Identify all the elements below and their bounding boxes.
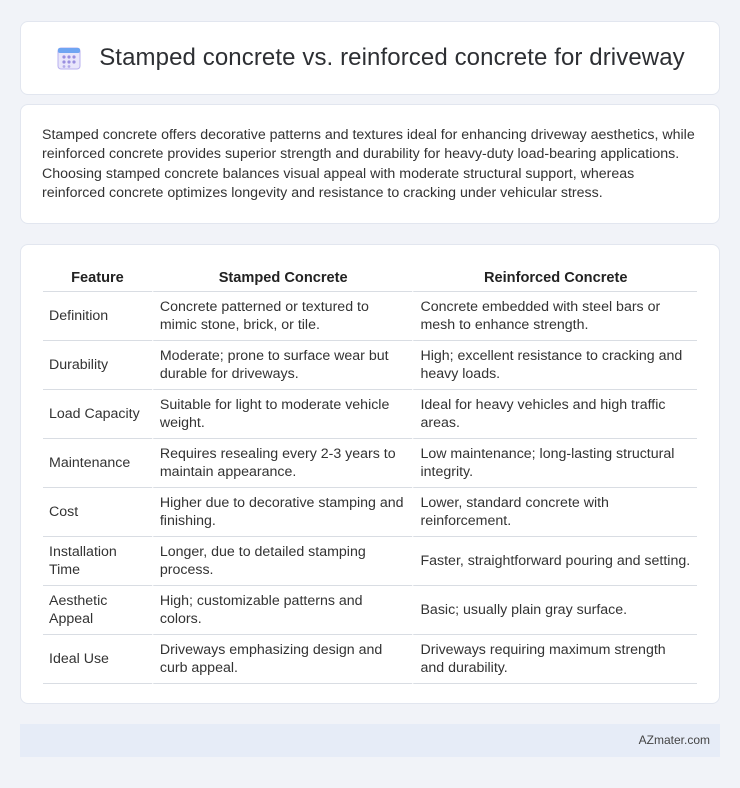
table-row: [43, 635, 697, 684]
header-feature: Feature: [43, 265, 152, 292]
header-stamped-concrete: Stamped Concrete: [152, 265, 413, 292]
reinforced-cell: Lower, standard concrete with reinforcement.: [412, 488, 697, 537]
feature-cell: Load Capacity: [43, 390, 152, 439]
feature-cell: Maintenance: [43, 439, 152, 488]
stamped-cell: Requires resealing every 2-3 years to maintain appearance.: [152, 439, 413, 488]
feature-cell: Cost: [43, 488, 152, 537]
summary-paragraph: Stamped concrete offers decorative patterns and textures ideal for enhancing driveway aesthetics, while reinforced concrete provides superior strength and durability for heavy-duty load-bearing applications. Choosing stamped concrete balances visual appeal with moderate structural support, whereas reinforced concrete optimizes longevity and resistance to cracking under vehicular stress.: [42, 127, 695, 202]
footer-bar: [20, 724, 720, 757]
table-row: [43, 586, 697, 635]
feature-cell: Aesthetic Appeal: [43, 586, 152, 635]
footer-site-link[interactable]: AZmater.com: [638, 733, 710, 747]
stamped-cell: Higher due to decorative stamping and finishing.: [152, 488, 413, 537]
stamped-cell: High; customizable patterns and colors.: [152, 586, 413, 635]
feature-cell: Ideal Use: [43, 635, 152, 684]
table-row: [43, 292, 697, 341]
stamped-cell: Suitable for light to moderate vehicle weight.: [152, 390, 413, 439]
feature-cell: Durability: [43, 341, 152, 390]
reinforced-cell: Driveways requiring maximum strength and durability.: [412, 635, 697, 684]
stamped-cell: Moderate; prone to surface wear but durable for driveways.: [152, 341, 413, 390]
header-reinforced-concrete: Reinforced Concrete: [412, 265, 697, 292]
calendar-grid-icon: [55, 44, 83, 72]
reinforced-cell: Faster, straightforward pouring and setting.: [412, 537, 697, 586]
reinforced-cell: Low maintenance; long-lasting structural integrity.: [412, 439, 697, 488]
table-row: [43, 390, 697, 439]
reinforced-cell: Concrete embedded with steel bars or mesh to enhance strength.: [412, 292, 697, 341]
reinforced-cell: High; excellent resistance to cracking and heavy loads.: [412, 341, 697, 390]
table-row: [43, 488, 697, 537]
comparison-table: [43, 265, 697, 684]
feature-cell: Installation Time: [43, 537, 152, 586]
comparison-table-card: [20, 244, 720, 704]
table-header-row: [43, 265, 697, 292]
table-row: [43, 439, 697, 488]
reinforced-cell: Basic; usually plain gray surface.: [412, 586, 697, 635]
page-title: Stamped concrete vs. reinforced concrete for driveway: [99, 44, 685, 71]
feature-cell: Definition: [43, 292, 152, 341]
table-row: [43, 341, 697, 390]
table-row: [43, 537, 697, 586]
title-row: [21, 22, 719, 94]
reinforced-cell: Ideal for heavy vehicles and high traffic areas.: [412, 390, 697, 439]
stamped-cell: Concrete patterned or textured to mimic stone, brick, or tile.: [152, 292, 413, 341]
stamped-cell: Driveways emphasizing design and curb appeal.: [152, 635, 413, 684]
summary-card: [20, 104, 720, 224]
title-card: [20, 21, 720, 95]
stamped-cell: Longer, due to detailed stamping process.: [152, 537, 413, 586]
